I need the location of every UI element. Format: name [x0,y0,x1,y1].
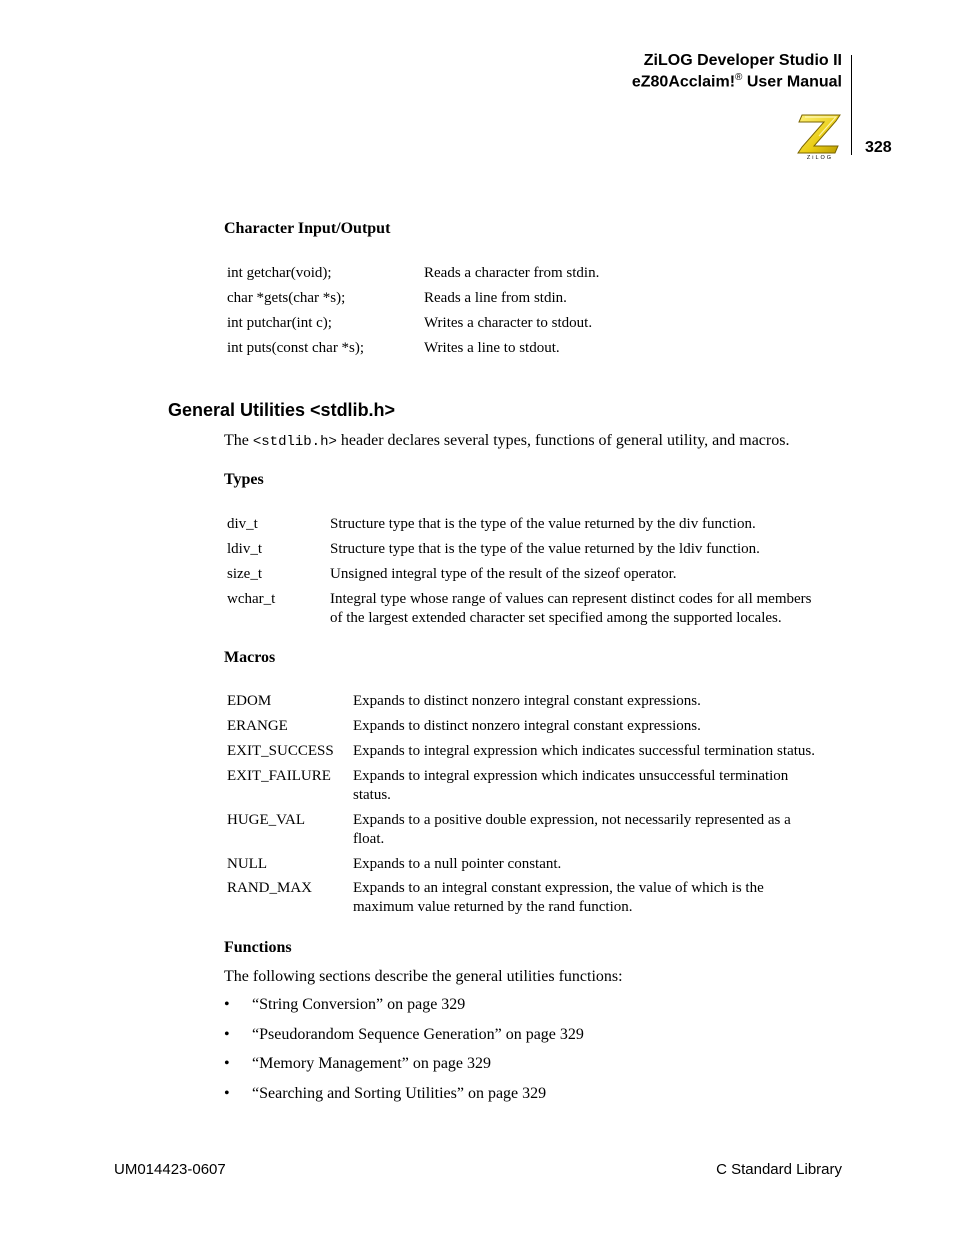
description-line: Writes a line to stdout. [424,340,560,356]
description-line: maximum value returned by the rand function. [353,899,633,915]
char-io-row-description [424,340,560,357]
macro-row-name: HUGE_VAL [227,812,306,828]
type-row-description [330,566,677,583]
bullet-icon: • [224,1055,230,1072]
char-io-row-description [424,290,567,307]
doc-id: UM014423-0607 [114,1161,226,1178]
description-line: Structure type that is the type of the value returned by the ldiv function. [330,541,760,557]
bullet-icon: • [224,1026,230,1043]
manual-title: ZiLOG Developer Studio II [643,52,842,69]
description-line: Expands to integral expression which indicates successful termination status. [353,743,815,759]
cross-reference-link[interactable]: “Searching and Sorting Utilities” on page 329 [252,1085,547,1102]
type-row-description [330,541,760,558]
zilog-logo [796,112,844,160]
description-line: Expands to a null pointer constant. [353,856,562,872]
macro-row-name: ERANGE [227,718,288,734]
char-io-row-name: int getchar(void); [227,265,332,281]
logo-wordmark: ZiLOG [806,155,834,160]
char-io-row-name: int putchar(int c); [227,315,332,331]
description-line: Expands to distinct nonzero integral constant expressions. [353,693,701,709]
description-line: Integral type whose range of values can represent distinct codes for all members [330,591,812,607]
macro-row-description [353,856,561,873]
macro-row-description [353,718,701,735]
macro-row-description [353,743,815,760]
macro-row-name: EDOM [227,693,272,709]
cross-reference-link[interactable]: “Memory Management” on page 329 [252,1055,492,1072]
description-line: Reads a character from stdin. [424,265,600,281]
description-line: Structure type that is the type of the value returned by the div function. [330,516,756,532]
description-line: status. [353,787,391,803]
description-line: Reads a line from stdin. [424,290,567,306]
char-io-heading: Character Input/Output [224,220,391,237]
macros-heading: Macros [224,649,276,666]
functions-intro: The following sections describe the general utilities functions: [224,968,623,985]
char-io-row-name: int puts(const char *s); [227,340,365,356]
macro-row-name: EXIT_FAILURE [227,768,331,784]
page-number: 328 [865,139,892,156]
type-row-name: size_t [227,566,262,582]
manual-subtitle: eZ80Acclaim!® User Manual [631,72,842,91]
macro-row-description [353,768,788,804]
description-line: float. [353,831,385,847]
bullet-icon: • [224,996,230,1013]
type-row-name: div_t [227,516,258,532]
type-row-description [330,591,812,627]
type-row-description [330,516,756,533]
macro-row-description [353,812,791,848]
chapter-name: C Standard Library [716,1161,842,1178]
type-row-name: ldiv_t [227,541,263,557]
cross-reference-link[interactable]: “String Conversion” on page 329 [252,996,466,1013]
cross-reference-link[interactable]: “Pseudorandom Sequence Generation” on page 329 [252,1026,584,1043]
description-line: Expands to an integral constant expression, the value of which is the [353,880,764,896]
section-heading: General Utilities <stdlib.h> [168,400,396,420]
macro-row-name: EXIT_SUCCESS [227,743,334,759]
description-line: Unsigned integral type of the result of the sizeof operator. [330,566,677,582]
types-heading: Types [224,471,264,488]
description-line: Expands to a positive double expression, not necessarily represented as a [353,812,791,828]
macro-row-name: NULL [227,856,267,872]
type-row-name: wchar_t [227,591,276,607]
description-line: Expands to integral expression which indicates unsuccessful termination [353,768,789,784]
header-divider [851,55,852,155]
macro-row-description [353,880,764,916]
char-io-row-description [424,315,592,332]
macro-row-description [353,693,701,710]
description-line: Writes a character to stdout. [424,315,593,331]
section-intro: The <stdlib.h> header declares several types, functions of general utility, and macros. [224,432,790,450]
bullet-icon: • [224,1085,230,1102]
description-line: of the largest extended character set specified among the supported locales. [330,610,782,626]
macro-row-name: RAND_MAX [227,880,313,896]
char-io-row-description [424,265,599,282]
description-line: Expands to distinct nonzero integral constant expressions. [353,718,701,734]
functions-heading: Functions [224,939,292,956]
char-io-row-name: char *gets(char *s); [227,290,346,306]
